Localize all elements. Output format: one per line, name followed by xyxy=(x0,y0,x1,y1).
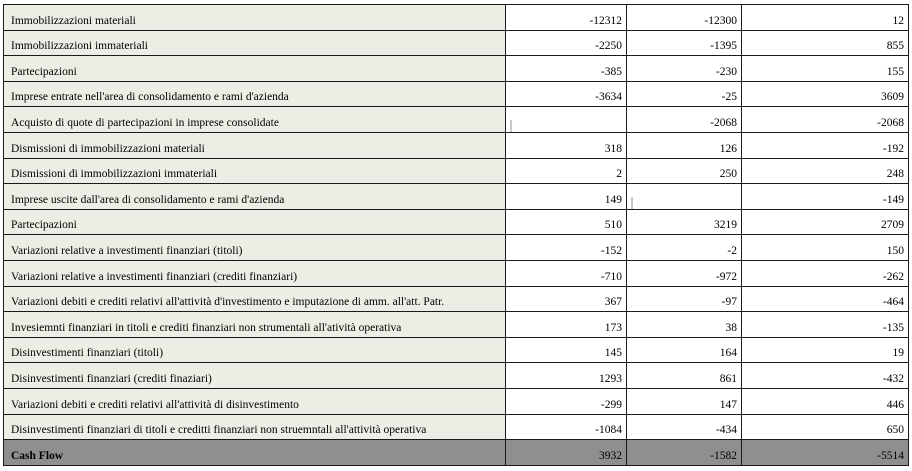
row-label[interactable]: Disinvestimenti finanziari (crediti finaziari) xyxy=(4,363,506,389)
value-cell[interactable]: -2250 xyxy=(506,30,627,56)
row-label[interactable]: Disinvestimenti finanziari (titoli) xyxy=(4,337,506,363)
value-cell[interactable]: 12 xyxy=(742,5,909,31)
value-cell[interactable]: -192 xyxy=(742,132,909,158)
row-label[interactable]: Variazioni relative a investimenti finanziari (crediti finanziari) xyxy=(4,260,506,286)
value-cell[interactable]: -262 xyxy=(742,260,909,286)
value-cell[interactable]: 3609 xyxy=(742,81,909,107)
value-cell[interactable]: -710 xyxy=(506,260,627,286)
table-row xyxy=(4,107,909,133)
value-cell[interactable]: 446 xyxy=(742,388,909,414)
value-cell[interactable]: 1293 xyxy=(506,363,627,389)
value-cell[interactable]: -432 xyxy=(742,363,909,389)
value-cell[interactable]: 164 xyxy=(627,337,742,363)
table-row xyxy=(4,209,909,235)
value-cell[interactable]: 38 xyxy=(627,312,742,338)
value-cell[interactable]: 861 xyxy=(627,363,742,389)
row-label[interactable]: Partecipazioni xyxy=(4,56,506,82)
total-value-cell[interactable]: -5514 xyxy=(742,440,909,466)
value-cell[interactable]: -2 xyxy=(627,235,742,261)
table-body xyxy=(4,5,909,466)
total-value-cell[interactable]: -1582 xyxy=(627,440,742,466)
value-cell[interactable]: 145 xyxy=(506,337,627,363)
row-label[interactable]: Invesiemnti finanziari in titoli e crediti finanziari non strumentali all'atività operativa xyxy=(4,312,506,338)
total-label[interactable]: Cash Flow xyxy=(4,440,506,466)
value-cell[interactable]: 2 xyxy=(506,158,627,184)
value-cell[interactable]: 367 xyxy=(506,286,627,312)
value-cell[interactable]: 248 xyxy=(742,158,909,184)
table-row xyxy=(4,286,909,312)
value-cell[interactable]: -464 xyxy=(742,286,909,312)
row-label[interactable]: Variazioni debiti e crediti relativi all'attività d'investimento e imputazione di amm. all'att. Patr. xyxy=(4,286,506,312)
value-cell[interactable]: 318 xyxy=(506,132,627,158)
table-row xyxy=(4,158,909,184)
value-cell[interactable]: -135 xyxy=(742,312,909,338)
row-label[interactable]: Dismissioni di immobilizzazioni immateriali xyxy=(4,158,506,184)
table-row xyxy=(4,56,909,82)
row-label[interactable]: Imprese uscite dall'area di consolidamento e rami d'azienda xyxy=(4,184,506,210)
value-cell[interactable]: -230 xyxy=(627,56,742,82)
value-cell[interactable]: -3634 xyxy=(506,81,627,107)
value-cell[interactable]: -1395 xyxy=(627,30,742,56)
cash-flow-table xyxy=(3,4,909,466)
text-cursor-icon xyxy=(510,120,512,132)
value-cell[interactable] xyxy=(506,107,627,133)
value-cell[interactable]: 173 xyxy=(506,312,627,338)
value-cell[interactable]: -2068 xyxy=(627,107,742,133)
table-row xyxy=(4,184,909,210)
table-row xyxy=(4,414,909,440)
value-cell[interactable]: 19 xyxy=(742,337,909,363)
row-label[interactable]: Acquisto di quote di partecipazioni in imprese consolidate xyxy=(4,107,506,133)
table-row xyxy=(4,5,909,31)
value-cell[interactable]: -299 xyxy=(506,388,627,414)
value-cell[interactable]: -972 xyxy=(627,260,742,286)
row-label[interactable]: Variazioni relative a investimenti finanziari (titoli) xyxy=(4,235,506,261)
value-cell[interactable]: -152 xyxy=(506,235,627,261)
value-cell[interactable]: -12312 xyxy=(506,5,627,31)
row-label[interactable]: Imprese entrate nell'area di consolidamento e rami d'azienda xyxy=(4,81,506,107)
row-label[interactable]: Variazioni debiti e crediti relativi all'attività di disinvestimento xyxy=(4,388,506,414)
table-row xyxy=(4,388,909,414)
table-row xyxy=(4,30,909,56)
value-cell[interactable]: 650 xyxy=(742,414,909,440)
table-row xyxy=(4,81,909,107)
row-label[interactable]: Immobilizzazioni materiali xyxy=(4,5,506,31)
value-cell[interactable]: -1084 xyxy=(506,414,627,440)
row-label[interactable]: Disinvestimenti finanziari di titoli e creditti finanziari non struemntali all'attività operativa xyxy=(4,414,506,440)
row-label[interactable]: Dismissioni di immobilizzazioni materiali xyxy=(4,132,506,158)
table-row xyxy=(4,312,909,338)
value-cell[interactable]: 2709 xyxy=(742,209,909,235)
value-cell[interactable]: -25 xyxy=(627,81,742,107)
table-row xyxy=(4,363,909,389)
row-label[interactable]: Immobilizzazioni immateriali xyxy=(4,30,506,56)
value-cell[interactable]: -434 xyxy=(627,414,742,440)
table-row xyxy=(4,337,909,363)
value-cell[interactable]: 147 xyxy=(627,388,742,414)
value-cell[interactable]: -385 xyxy=(506,56,627,82)
value-cell[interactable]: 149 xyxy=(506,184,627,210)
value-cell[interactable]: 150 xyxy=(742,235,909,261)
total-row xyxy=(4,440,909,466)
table-row xyxy=(4,235,909,261)
value-cell[interactable]: 250 xyxy=(627,158,742,184)
value-cell[interactable]: 855 xyxy=(742,30,909,56)
table-row xyxy=(4,260,909,286)
value-cell[interactable]: 510 xyxy=(506,209,627,235)
total-value-cell[interactable]: 3932 xyxy=(506,440,627,466)
value-cell[interactable]: -2068 xyxy=(742,107,909,133)
value-cell[interactable]: -149 xyxy=(742,184,909,210)
value-cell[interactable]: -12300 xyxy=(627,5,742,31)
text-cursor-icon xyxy=(631,197,633,209)
value-cell[interactable] xyxy=(627,184,742,210)
value-cell[interactable]: 3219 xyxy=(627,209,742,235)
value-cell[interactable]: -97 xyxy=(627,286,742,312)
value-cell[interactable]: 126 xyxy=(627,132,742,158)
row-label[interactable]: Partecipazioni xyxy=(4,209,506,235)
value-cell[interactable]: 155 xyxy=(742,56,909,82)
table-row xyxy=(4,132,909,158)
